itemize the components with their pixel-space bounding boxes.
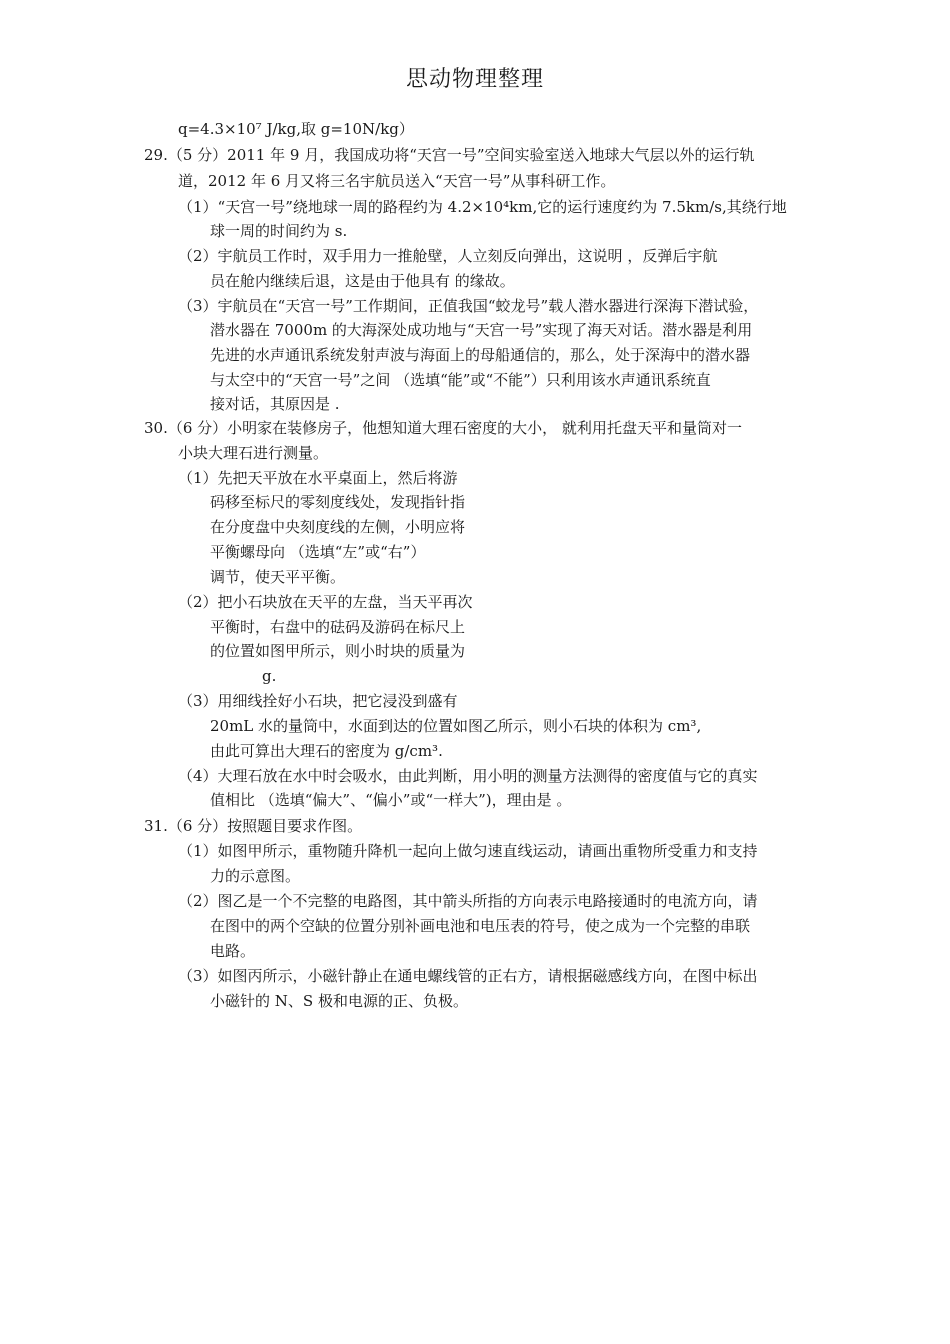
question-31-line: 31.（6 分）按照题目要求作图。 — [144, 817, 363, 835]
text-line: 平衡螺母向 （选填“左”或“右”） — [210, 543, 426, 561]
text-line: （1）如图甲所示，重物随升降机一起向上做匀速直线运动，请画出重物所受重力和支持 — [178, 842, 758, 860]
text-line: （1）先把天平放在水平桌面上，然后将游 — [178, 469, 458, 487]
text-line: 码移至标尺的零刻度线处，发现指针指 — [210, 493, 466, 511]
text-line: 在分度盘中央刻度线的左侧，小明应将 — [210, 518, 466, 536]
text-line: 的位置如图甲所示，则小时块的质量为 — [210, 642, 466, 660]
text-line: 在图中的两个空缺的位置分别补画电池和电压表的符号，使之成为一个完整的串联 — [210, 917, 751, 935]
text-line: （2）图乙是一个不完整的电路图，其中箭头所指的方向表示电路接通时的电流方向，请 — [178, 892, 758, 910]
text-line: 电路。 — [210, 942, 256, 960]
text-line: （1）“天宫一号”绕地球一周的路程约为 4.2×10⁴km,它的运行速度约为 7.5km/s,其绕行地 — [178, 198, 787, 216]
text-line: 先进的水声通讯系统发射声波与海面上的母船通信的，那么，处于深海中的潜水器 — [210, 346, 751, 364]
text-line: q=4.3×10⁷ J/kg,取 g=10N/kg） — [178, 120, 414, 138]
text-line: （3）宇航员在“天宫一号”工作期间，正值我国“蛟龙号”载人潜水器进行深海下潜试验， — [178, 297, 759, 315]
text-line: 员在舱内继续后退，这是由于他具有 的缘故。 — [210, 272, 515, 290]
text-line: 道，2012 年 6 月又将三名宇航员送入“天宫一号”从事科研工作。 — [178, 172, 616, 190]
text-line: 与太空中的“天宫一号”之间 （选填“能”或“不能”）只利用该水声通讯系统直 — [210, 371, 711, 389]
text-line: 平衡时，右盘中的砝码及游码在标尺上 — [210, 618, 466, 636]
text-line: （3）如图丙所示，小磁针静止在通电螺线管的正右方，请根据磁感线方向，在图中标出 — [178, 967, 758, 985]
page-title: 思动物理整理 — [405, 67, 544, 92]
text-line: 由此可算出大理石的密度为 g/cm³. — [210, 742, 443, 760]
text-line: g. — [262, 667, 277, 685]
question-29-line: 29.（5 分）2011 年 9 月，我国成功将“天宫一号”空间实验室送入地球大气层以外的运行轨 — [144, 146, 755, 164]
text-line: 潜水器在 7000m 的大海深处成功地与“天宫一号”实现了海天对话。潜水器是利用 — [210, 321, 753, 339]
text-line: 小磁针的 N、S 极和电源的正、负极。 — [210, 992, 468, 1010]
question-30-line: 30.（6 分）小明家在装修房子，他想知道大理石密度的大小， 就利用托盘天平和量筒对一 — [144, 419, 742, 437]
text-line: 球一周的时间约为 s. — [210, 222, 348, 240]
text-line: 力的示意图。 — [210, 867, 301, 885]
text-line: 接对话，其原因是 . — [210, 395, 340, 413]
text-line: （3）用细线拴好小石块，把它浸没到盛有 — [178, 692, 458, 710]
text-line: 20mL 水的量筒中，水面到达的位置如图乙所示，则小石块的体积为 cm³, — [210, 717, 702, 735]
text-line: （2）把小石块放在天平的左盘，当天平再次 — [178, 593, 473, 611]
text-line: 调节，使天平平衡。 — [210, 568, 346, 586]
text-line: （2）宇航员工作时，双手用力一推舱壁，人立刻反向弹出，这说明 ，反弹后宇航 — [178, 247, 718, 265]
text-line: 小块大理石进行测量。 — [178, 444, 329, 462]
text-line: 值相比 （选填“偏大”、“偏小”或“一样大”)，理由是 。 — [210, 791, 572, 809]
text-line: （4）大理石放在水中时会吸水，由此判断，用小明的测量方法测得的密度值与它的真实 — [178, 767, 758, 785]
